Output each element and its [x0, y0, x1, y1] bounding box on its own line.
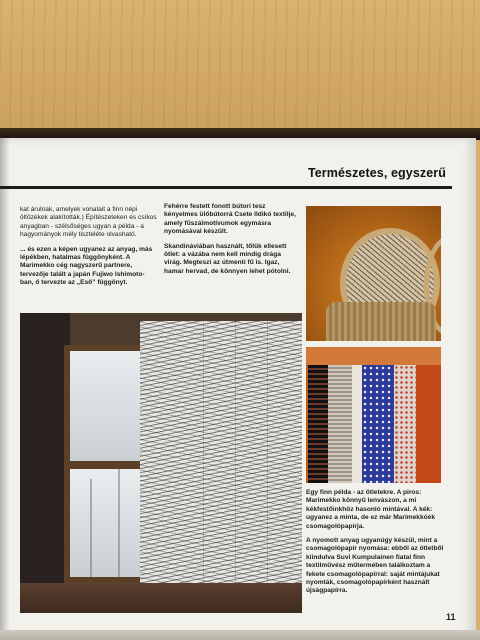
- swatch-background: [306, 347, 441, 365]
- swatch-red: [416, 365, 441, 483]
- panel-seam: [203, 321, 204, 583]
- tree-trunk: [90, 479, 92, 577]
- panel-seam: [267, 321, 268, 583]
- text-column-1: [20, 206, 158, 294]
- room-floor: [20, 583, 302, 613]
- header-rule: [0, 186, 452, 189]
- caption-paragraph: Skandináviában használt, tőlük ellesett ötlet: a vázába nem kell mindig drága virág. Megteszi az útmenti fű is. Igaz, hamar hervad, de könnyen lehet pótolni.: [164, 242, 291, 275]
- photo-wicker-chair: [306, 206, 441, 341]
- swatch-blue: [362, 365, 394, 483]
- tree-trunk: [118, 469, 120, 577]
- swatch-white: [352, 365, 362, 483]
- page-bottom-edge: [0, 630, 480, 640]
- chair-base: [326, 302, 436, 341]
- caption-paragraph: Egy finn példa - az ötletekre. A piros: Marimekko könnyű lenvászon, a mi kékfestőinkhöz hasonló mintával. A kék: ugyanez a minta, de ez már Marimekkóék csomagolópapírja.: [306, 489, 435, 530]
- panel-seam: [235, 321, 236, 583]
- swatch-black: [308, 365, 328, 483]
- curtain-panels: [140, 321, 302, 583]
- paragraph: kat árulnak, amelyek vonalait a finn népi öltözékek alakították.) Építészeteken és csíkos anyagban - szélsőséges ugyan a példa - a hagyományok mély tiszteléte olvasható.: [20, 206, 157, 239]
- swatch-newsprint: [328, 365, 352, 483]
- swatch-patterned: [394, 365, 416, 483]
- text-column-3: [306, 489, 446, 602]
- page-number: 11: [446, 612, 456, 622]
- caption-paragraph: Fehérre festett fonott bútorí tesz kényelmes ülőbútorrá Csete Ildikó textilje, amely fűszálmotívumok egymásra nyomásával készült.: [164, 203, 296, 236]
- caption-paragraph: ... és ezen a képen ugyanez az anyag, más lépékben, hatalmas függönyként. A Marimekko cég nagyszerű partnere, tervezője talált a japán Fujiwo Ishimoto-ban, ő tervezte az „Eső” függönyt.: [20, 245, 153, 287]
- room-wall: [20, 313, 70, 613]
- page-title: Természetes, egyszerű: [307, 166, 446, 180]
- photo-curtain-room: [20, 313, 302, 613]
- text-column-2: [164, 203, 300, 282]
- wood-grain: [0, 0, 480, 140]
- spine-shadow: [0, 138, 10, 640]
- caption-paragraph: A nyomott anyag ugyanúgy készül, mint a csomagolópapír nyomása: ebből az ötletből kiindulva Suvi Kumpulainen fiatal finn textilművész műtermében találkoztam a fekete csomagolópapírral: saját mintájukat nyomták, csomagolópapírként használt újságpapírra.: [306, 537, 444, 595]
- photo-textile-swatches: [306, 347, 441, 483]
